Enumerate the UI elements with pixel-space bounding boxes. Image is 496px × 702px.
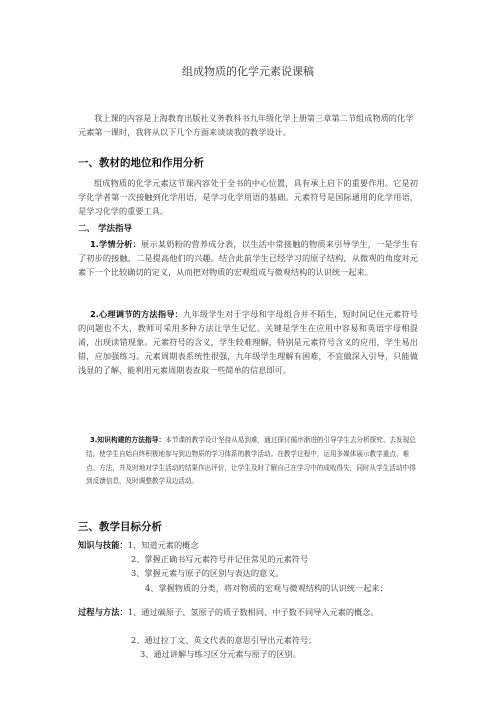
knowledge-item-4: 4、掌握物质的分类，将对物质的宏观与微观结构的认识统一起来； <box>145 583 388 593</box>
knowledge-item-1: 1、知道元素的概念 <box>127 540 199 550</box>
section-2-paragraph-3 <box>86 434 418 489</box>
process-item-3: 3、通过讲解与练习区分元素与原子的区别。 <box>140 649 301 659</box>
section-1-body: 组成物质的化学元素这节课内容处于全书的中心位置，具有承上启下的重要作用。它是初学化学者第一次接触到化学用语，是学习化学用语的基础。元素符号是国际通用的化学用语，是学习化学的重要工具。 <box>78 178 418 216</box>
process-item-1: 1、通过碳原子、氢原子的质子数相同、中子数不同导入元素的概念。 <box>127 607 379 617</box>
process-label: 过程与方法： <box>78 607 128 617</box>
section-2-paragraph-3-label: 3.知识构建的方法指导： <box>90 436 166 444</box>
section-1-heading: 一、教材的地位和作用分析 <box>78 157 204 169</box>
document-title: 组成物质的化学元素说课稿 <box>182 65 314 78</box>
knowledge-item-3: 3、掌握元素与原子的区别与表达的意义。 <box>131 568 284 578</box>
section-2-paragraph-2-text: 九年级学生对于字母和字母组合并不陌生，短时间记住元素符号的问题也不大，教师可采用多种方法让学生记忆。关键是学生在应用中容易和英语字母相混淆，出现读错现象。元素符号的含义，学生较难理解，特别是元素符号含义的应用，学生易出错，应加强练习。元素周期表系统性很强，九年级学生理解有困难，不宜做深入引导，只能做浅显的了解，能利用元素周期表查取一些简单的信息即可。 <box>78 309 418 375</box>
intro-paragraph: 我上课的内容是上海教育出版社义务教科书九年级化学上册第三章第二节组成物质的化学元素第一课时，我将从以下几个方面来谈谈我的教学设计。 <box>78 113 414 137</box>
process-label-row <box>78 606 421 618</box>
section-2-paragraph-1-label: 1.学情分析： <box>90 239 142 249</box>
section-3-heading: 三、教学目标分析 <box>78 521 162 533</box>
knowledge-label: 知识与技能： <box>78 540 128 550</box>
section-2-paragraph-2-label: 2.心理调节的方法指导： <box>90 309 184 319</box>
knowledge-label-row <box>78 539 199 551</box>
section-2-paragraph-1 <box>78 237 418 279</box>
section-2-heading: 二、 学法指导 <box>78 224 132 234</box>
process-item-2: 2、通过拉丁文、英文代表的意思引导出元素符号； <box>131 635 317 645</box>
section-2-paragraph-1-text: 展示某奶粉的营养成分表，以生活中常接触的物质来引导学生，一是学生有了初步的接触，二是提高他们的兴趣。结合此前学生已经学习的原子结构，从微观的角度对元素下一个比较确切的定义，从而把对物质的宏观组成与微观结构的认识统一起来。 <box>78 239 418 277</box>
section-2-paragraph-2 <box>78 307 418 377</box>
section-2-paragraph-3-text: 本节课的教学设计坚持从易到难，通过探讨循序渐进的引导学生去分析探究、去发现总结。使学生自始自终积极地参与到边物质的学习体系的教学活动。在教学过程中，运用多媒体展示教学重点、难点、方法，并及时地对学生活动的结果作出评价，让学生及时了解自己在学习中的成败得失，同时从学生活动中得到反馈信息，及时调整教学双边活动。 <box>86 436 416 486</box>
knowledge-item-2: 2、掌握正确书写元素符号并记住常见的元素符号 <box>131 554 309 564</box>
